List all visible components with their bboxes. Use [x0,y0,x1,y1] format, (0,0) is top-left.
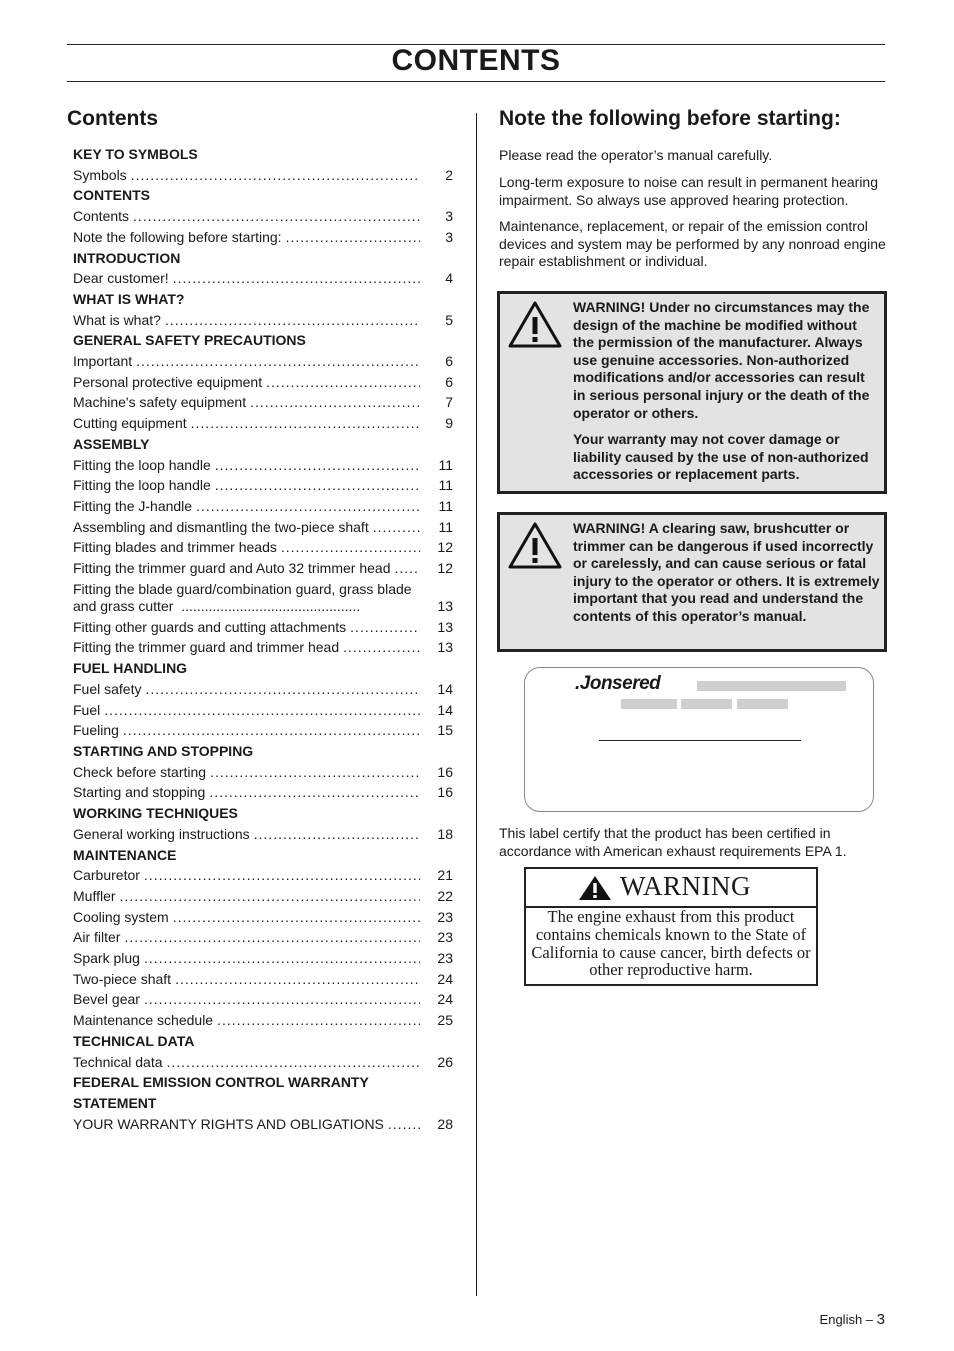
toc-entry-page: 12 [437,539,453,556]
toc-section-heading: FEDERAL EMISSION CONTROL WARRANTY STATEMENT [73,1074,369,1111]
toc-entry-label: Fitting the blade guard/combination guard, grass blade and grass cutter [73,580,412,614]
toc-entry-label: General working instructions [73,825,250,842]
prop65-header [526,869,816,908]
toc-leader-dots [215,455,420,476]
toc-entry-page: 22 [437,887,453,904]
toc-leader-dots [281,537,420,558]
toc-entry-page: 23 [437,908,453,925]
toc-leader-dots: .............................................. [177,597,361,614]
toc-entry-page: 3 [445,228,453,245]
footer-separator: – [862,1312,877,1327]
warning-box-modification [497,291,887,494]
toc-section-heading: CONTENTS [73,187,150,204]
toc-entry-label: Note the following before starting: [73,228,282,245]
toc-leader-dots [124,927,420,948]
warning-triangle-icon [507,300,563,350]
toc-entry [73,679,453,700]
prop65-warning-label [524,867,818,986]
toc-leader-dots [210,762,420,783]
table-of-contents [73,144,453,1134]
toc-entry [73,617,453,638]
toc-entry-page: 24 [437,991,453,1008]
toc-entry [73,537,453,558]
toc-entry-label: Important [73,353,133,370]
toc-entry-label: Contents [73,208,130,225]
toc-entry [73,310,453,331]
toc-entry-page: 13 [437,618,453,635]
toc-entry-page: 24 [437,970,453,987]
brand-logo: .Jonsered [575,673,661,694]
toc-leader-dots [254,824,420,845]
toc-entry-page: 2 [445,166,453,183]
toc-entry-page: 9 [445,415,453,432]
toc-section-heading: INTRODUCTION [73,249,181,266]
toc-entry-page: 21 [437,867,453,884]
toc-entry-label: Fitting blades and trimmer heads [73,539,277,556]
warranty-text: Your warranty may not cover damage or liability caused by the use of non-authorized accessories or replacement parts. [573,431,869,483]
toc-entry-page: 13 [437,639,453,656]
toc-entry-page: 25 [437,1012,453,1029]
toc-entry-page: 14 [437,680,453,697]
toc-entry [73,762,453,783]
toc-entry-label: Muffler [73,887,116,904]
note-heading: Note the following before starting: [499,107,841,130]
toc-entry [73,227,453,248]
toc-entry [73,886,453,907]
label-line [599,740,801,741]
toc-entry-label: Air filter [73,929,121,946]
toc-entry [73,948,453,969]
toc-entry [73,782,453,803]
warning-text: WARNING! Under no circumstances may the design of the machine be modified without the permission of the manufacturer. Always use genuine accessories. Non-authorized modifications and/or accessories can result in serious personal injury or the death of the operator or others. [573,299,870,421]
toc-entry-label: Fitting the loop handle [73,477,211,494]
toc-entry [73,455,453,476]
toc-entry-page: 18 [437,825,453,842]
toc-entry-page: 7 [445,394,453,411]
toc-entry-label: Machine's safety equipment [73,394,247,411]
toc-leader-dots [123,720,420,741]
toc-entry-page: 11 [438,456,453,473]
title-underline [67,81,885,82]
toc-entry-page: 23 [437,929,453,946]
toc-section-heading: STARTING AND STOPPING [73,742,254,759]
toc-leader-dots [136,351,420,372]
toc-entry-label: Personal protective equipment [73,373,263,390]
toc-entry-label: Symbols [73,166,127,183]
toc-entry-page: 11 [438,497,453,514]
toc-entry-page: 26 [437,1053,453,1070]
toc-entry-page: 16 [437,763,453,780]
toc-entry-page: 11 [438,477,453,494]
toc-entry-page: 3 [445,208,453,225]
toc-leader-dots [350,617,420,638]
toc-entry [73,517,453,538]
toc-entry [73,558,453,579]
toc-entry-page: 16 [437,784,453,801]
toc-leader-dots [209,782,420,803]
toc-heading: Contents [67,107,158,130]
toc-entry [73,392,453,413]
toc-leader-dots [266,372,420,393]
toc-leader-dots [394,558,420,579]
toc-leader-dots [144,948,420,969]
toc-entry-label: Check before starting [73,763,207,780]
warning-text: WARNING! A clearing saw, brushcutter or trimmer can be dangerous if used incorrectly or carelessly, and can cause serious or fatal injury to the operator or others. It is extremely important that you read and understand the contents of this operator’s manual. [573,520,880,624]
toc-leader-dots [286,227,420,248]
toc-entry [73,637,453,658]
label-placeholder-bar [697,681,846,691]
toc-leader-dots [191,413,420,434]
toc-entry-label: Fitting the loop handle [73,456,211,473]
toc-entry [73,372,453,393]
toc-entry-page: 11 [438,518,453,535]
toc-leader-dots [145,679,420,700]
toc-leader-dots [217,1010,420,1031]
note-paragraph: Long-term exposure to noise can result in permanent hearing impairment. So always use approved hearing protection. [499,174,878,208]
toc-entry-label: Maintenance schedule [73,1012,214,1029]
note-paragraph: Maintenance, replacement, or repair of the emission control devices and system may be performed by any nonroad engine repair establishment or individual. [499,218,886,269]
toc-entry-label: YOUR WARRANTY RIGHTS AND OBLIGATIONS [73,1115,384,1132]
label-placeholder-bar [681,699,732,709]
toc-entry-label: Fuel safety [73,680,142,697]
toc-entry-page: 13 [437,597,453,614]
toc-entry [73,351,453,372]
toc-leader-dots [167,1052,420,1073]
toc-entry [73,1010,453,1031]
toc-entry-label: Fitting the trimmer guard and Auto 32 trimmer head [73,560,391,577]
toc-entry [73,824,453,845]
toc-entry-label: Two-piece shaft [73,970,172,987]
toc-leader-dots [131,165,420,186]
toc-entry-label: Spark plug [73,950,140,967]
toc-section-heading: GENERAL SAFETY PRECAUTIONS [73,332,306,349]
page-number: 3 [876,1311,885,1328]
toc-entry-label: Fitting the trimmer guard and trimmer head [73,639,340,656]
toc-leader-dots [144,865,420,886]
toc-leader-dots [120,886,420,907]
toc-leader-dots [165,310,420,331]
toc-entry [73,206,453,227]
toc-leader-dots [215,475,420,496]
toc-entry-label: Fueling [73,722,119,739]
toc-entry [73,581,453,615]
toc-section-heading: TECHNICAL DATA [73,1032,195,1049]
toc-entry-label: Technical data [73,1053,163,1070]
emission-label [524,667,874,812]
toc-entry-page: 6 [445,373,453,390]
toc-entry-page: 4 [445,270,453,287]
toc-leader-dots [144,989,420,1010]
toc-leader-dots [388,1114,420,1135]
toc-entry [73,475,453,496]
warning-triangle-icon [507,521,563,571]
toc-leader-dots [196,496,420,517]
column-divider [476,113,477,1296]
toc-entry-label: Carburetor [73,867,140,884]
toc-section-heading: KEY TO SYMBOLS [73,146,198,162]
toc-entry-page: 12 [437,560,453,577]
toc-section-heading: MAINTENANCE [73,846,177,863]
toc-entry-page: 23 [437,950,453,967]
toc-entry-label: Fitting other guards and cutting attachments [73,618,347,635]
toc-leader-dots [133,206,420,227]
toc-leader-dots [250,392,420,413]
toc-entry [73,1052,453,1073]
toc-entry [73,700,453,721]
footer-language: English [819,1312,863,1327]
toc-leader-dots [173,907,420,928]
toc-entry [73,927,453,948]
toc-entry-page: 28 [437,1115,453,1132]
toc-entry [73,720,453,741]
toc-entry-label: Dear customer! [73,270,169,287]
toc-entry-label: Fuel [73,701,101,718]
toc-leader-dots [343,637,420,658]
toc-section-heading: ASSEMBLY [73,435,150,452]
toc-section-heading: FUEL HANDLING [73,660,188,677]
toc-entry-label: Fitting the J-handle [73,497,193,514]
toc-entry-page: 14 [437,701,453,718]
toc-entry [73,1114,453,1135]
toc-entry [73,165,453,186]
toc-entry-label: Cooling system [73,908,169,925]
label-placeholder-bar [621,699,677,709]
toc-section-heading: WHAT IS WHAT? [73,290,185,307]
toc-entry [73,969,453,990]
toc-entry-label: Starting and stopping [73,784,206,801]
prop65-title: WARNING [620,871,751,901]
toc-entry [73,907,453,928]
page-footer [820,1311,885,1328]
toc-entry [73,413,453,434]
note-paragraph: Please read the operator’s manual carefully. [499,147,773,163]
toc-entry [73,268,453,289]
toc-entry-label: What is what? [73,311,161,328]
toc-entry-page: 6 [445,353,453,370]
prop65-text: The engine exhaust from this product contains chemicals known to the State of California to cause cancer, birth defects or other reproductive harm. [531,907,811,980]
warning-triangle-icon [578,875,612,901]
label-placeholder-bar [737,699,788,709]
toc-entry-label: Bevel gear [73,991,140,1008]
toc-leader-dots [104,700,420,721]
label-caption: This label certify that the product has been certified in accordance with American exhaust requirements EPA 1. [499,825,847,859]
toc-entry [73,496,453,517]
warning-box-danger [497,512,887,652]
toc-leader-dots [173,268,420,289]
page-title: CONTENTS [391,44,561,77]
toc-entry-label: Cutting equipment [73,415,187,432]
toc-entry-page: 15 [437,722,453,739]
toc-leader-dots [175,969,420,990]
toc-entry [73,865,453,886]
toc-entry-label: Assembling and dismantling the two-piece shaft [73,518,369,535]
toc-leader-dots [373,517,420,538]
toc-entry-page: 5 [445,311,453,328]
toc-entry [73,989,453,1010]
toc-section-heading: WORKING TECHNIQUES [73,805,238,822]
